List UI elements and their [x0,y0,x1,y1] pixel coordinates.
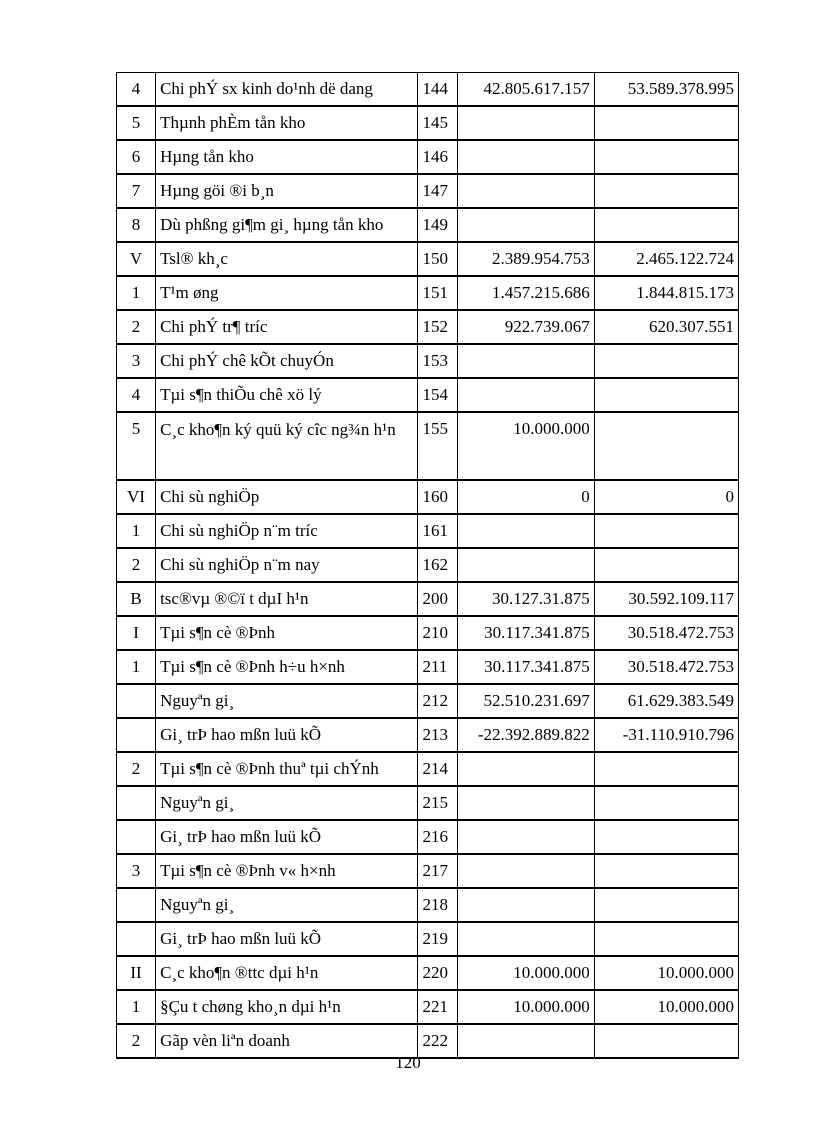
item-name-cell: Tsl® kh¸c [156,242,418,276]
value-begin-cell: 2.389.954.753 [457,242,594,276]
item-code-cell: 161 [418,514,457,548]
value-begin-cell: 10.000.000 [457,412,594,480]
item-code-cell: 152 [418,310,457,344]
value-begin-cell [457,378,594,412]
item-name-cell: Thµnh phÈm tån kho [156,106,418,140]
value-begin-cell [457,140,594,174]
item-name-cell: Gi¸ trÞ hao mßn luü kÕ [156,922,418,956]
value-begin-cell: 30.117.341.875 [457,616,594,650]
value-end-cell [594,174,738,208]
row-index-cell: 2 [117,752,156,786]
table-row [117,922,739,956]
row-index-cell [117,718,156,752]
value-end-cell: 10.000.000 [594,990,738,1024]
table-row [117,174,739,208]
value-begin-cell: 10.000.000 [457,956,594,990]
table-row [117,310,739,344]
value-end-cell [594,786,738,820]
row-index-cell: 1 [117,650,156,684]
value-begin-cell: 42.805.617.157 [457,73,594,107]
value-begin-cell: 30.117.341.875 [457,650,594,684]
value-begin-cell [457,820,594,854]
item-code-cell: 146 [418,140,457,174]
value-end-cell: 10.000.000 [594,956,738,990]
item-name-cell: §Çu t chøng kho¸n dµi h¹n [156,990,418,1024]
item-code-cell: 216 [418,820,457,854]
row-index-cell: 3 [117,344,156,378]
table-row [117,956,739,990]
item-name-cell: Hµng göi ®i b¸n [156,174,418,208]
row-index-cell: 4 [117,73,156,107]
item-name-cell: Chi sù nghiÖp [156,480,418,514]
value-begin-cell: 52.510.231.697 [457,684,594,718]
table-row [117,990,739,1024]
item-name-cell: Hµng tån kho [156,140,418,174]
item-code-cell: 160 [418,480,457,514]
row-index-cell [117,820,156,854]
value-begin-cell: 30.127.31.875 [457,582,594,616]
item-name-cell: Dù phßng gi¶m gi¸ hµng tån kho [156,208,418,242]
item-name-cell: Tµi s¶n cè ®Þnh [156,616,418,650]
item-name-cell: Tµi s¶n cè ®Þnh v« h×nh [156,854,418,888]
table-row [117,73,739,107]
table-row [117,344,739,378]
value-end-cell: 61.629.383.549 [594,684,738,718]
item-name-cell: tsc®vµ ®©ï t dµI h¹n [156,582,418,616]
value-begin-cell [457,344,594,378]
item-name-cell: Gi¸ trÞ hao mßn luü kÕ [156,820,418,854]
item-code-cell: 150 [418,242,457,276]
item-name-cell: T¹m øng [156,276,418,310]
value-end-cell [594,378,738,412]
value-end-cell [594,548,738,582]
item-name-cell: Chi phÝ tr¶ tríc [156,310,418,344]
item-code-cell: 162 [418,548,457,582]
row-index-cell: 1 [117,990,156,1024]
item-name-cell: Gi¸ trÞ hao mßn luü kÕ [156,718,418,752]
item-code-cell: 221 [418,990,457,1024]
table-row [117,752,739,786]
table-row [117,582,739,616]
item-code-cell: 220 [418,956,457,990]
value-begin-cell [457,888,594,922]
table-row [117,276,739,310]
value-end-cell [594,208,738,242]
value-begin-cell [457,208,594,242]
table-row [117,616,739,650]
value-end-cell: 30.518.472.753 [594,616,738,650]
value-end-cell [594,344,738,378]
item-name-cell: Chi phÝ chê kÕt chuyÓn [156,344,418,378]
value-end-cell: 30.518.472.753 [594,650,738,684]
table-row [117,820,739,854]
row-index-cell [117,888,156,922]
item-code-cell: 149 [418,208,457,242]
value-end-cell [594,820,738,854]
value-end-cell [594,514,738,548]
item-code-cell: 214 [418,752,457,786]
row-index-cell: 2 [117,310,156,344]
table-row [117,548,739,582]
item-code-cell: 222 [418,1024,457,1058]
table-row [117,514,739,548]
row-index-cell: 1 [117,276,156,310]
value-end-cell [594,106,738,140]
table-row [117,412,739,480]
table-row [117,684,739,718]
row-index-cell: I [117,616,156,650]
value-begin-cell: 10.000.000 [457,990,594,1024]
item-code-cell: 218 [418,888,457,922]
row-index-cell: B [117,582,156,616]
row-index-cell: 7 [117,174,156,208]
table-body [117,73,739,1059]
value-end-cell [594,888,738,922]
item-code-cell: 215 [418,786,457,820]
item-code-cell: 211 [418,650,457,684]
value-end-cell [594,752,738,786]
row-index-cell: 6 [117,140,156,174]
item-code-cell: 155 [418,412,457,480]
value-end-cell: 0 [594,480,738,514]
item-code-cell: 154 [418,378,457,412]
row-index-cell: 4 [117,378,156,412]
item-code-cell: 147 [418,174,457,208]
table-row [117,888,739,922]
table-row [117,208,739,242]
value-end-cell: 1.844.815.173 [594,276,738,310]
item-name-cell: C¸c kho¶n ký quü ký cîc ng¾n h¹n [156,412,418,480]
row-index-cell: 8 [117,208,156,242]
value-begin-cell: 1.457.215.686 [457,276,594,310]
value-begin-cell [457,106,594,140]
row-index-cell: VI [117,480,156,514]
item-code-cell: 212 [418,684,457,718]
value-begin-cell [457,922,594,956]
item-name-cell: Nguyªn gi¸ [156,888,418,922]
row-index-cell: 2 [117,548,156,582]
item-name-cell: Tµi s¶n cè ®Þnh thuª tµi chÝnh [156,752,418,786]
table-row [117,786,739,820]
row-index-cell: V [117,242,156,276]
item-code-cell: 217 [418,854,457,888]
row-index-cell: 5 [117,106,156,140]
item-code-cell: 151 [418,276,457,310]
item-code-cell: 153 [418,344,457,378]
value-end-cell [594,412,738,480]
item-name-cell: Chi sù nghiÖp n¨m nay [156,548,418,582]
row-index-cell: 2 [117,1024,156,1058]
item-code-cell: 210 [418,616,457,650]
item-name-cell: Gãp vèn liªn doanh [156,1024,418,1058]
table-row [117,242,739,276]
value-begin-cell [457,174,594,208]
item-name-cell: Chi sù nghiÖp n¨m tríc [156,514,418,548]
value-begin-cell [457,854,594,888]
item-code-cell: 200 [418,582,457,616]
value-begin-cell: 0 [457,480,594,514]
table-row [117,378,739,412]
row-index-cell [117,786,156,820]
value-end-cell: 53.589.378.995 [594,73,738,107]
value-begin-cell: -22.392.889.822 [457,718,594,752]
item-code-cell: 213 [418,718,457,752]
page-number: 120 [395,1053,421,1072]
item-name-cell: Chi phÝ sx kinh do¹nh dë dang [156,73,418,107]
table-row [117,854,739,888]
item-name-cell: Nguyªn gi¸ [156,786,418,820]
value-begin-cell [457,786,594,820]
value-end-cell [594,140,738,174]
value-end-cell [594,854,738,888]
item-name-cell: C¸c kho¶n ®ttc dµi h¹n [156,956,418,990]
table-row [117,480,739,514]
value-begin-cell [457,548,594,582]
value-end-cell: 2.465.122.724 [594,242,738,276]
value-end-cell: 30.592.109.117 [594,582,738,616]
row-index-cell [117,684,156,718]
item-name-cell: Tµi s¶n cè ®Þnh h÷u h×nh [156,650,418,684]
value-begin-cell [457,752,594,786]
row-index-cell: 5 [117,412,156,480]
value-end-cell [594,922,738,956]
item-name-cell: Nguyªn gi¸ [156,684,418,718]
item-name-cell: Tµi s¶n thiÕu chê xö lý [156,378,418,412]
value-begin-cell: 922.739.067 [457,310,594,344]
value-end-cell: 620.307.551 [594,310,738,344]
row-index-cell [117,922,156,956]
item-code-cell: 144 [418,73,457,107]
table-row [117,650,739,684]
table-row [117,718,739,752]
value-end-cell: -31.110.910.796 [594,718,738,752]
item-code-cell: 145 [418,106,457,140]
table-row [117,106,739,140]
value-begin-cell [457,514,594,548]
row-index-cell: II [117,956,156,990]
row-index-cell: 3 [117,854,156,888]
table-row [117,140,739,174]
row-index-cell: 1 [117,514,156,548]
item-code-cell: 219 [418,922,457,956]
balance-sheet-table [116,72,739,1059]
